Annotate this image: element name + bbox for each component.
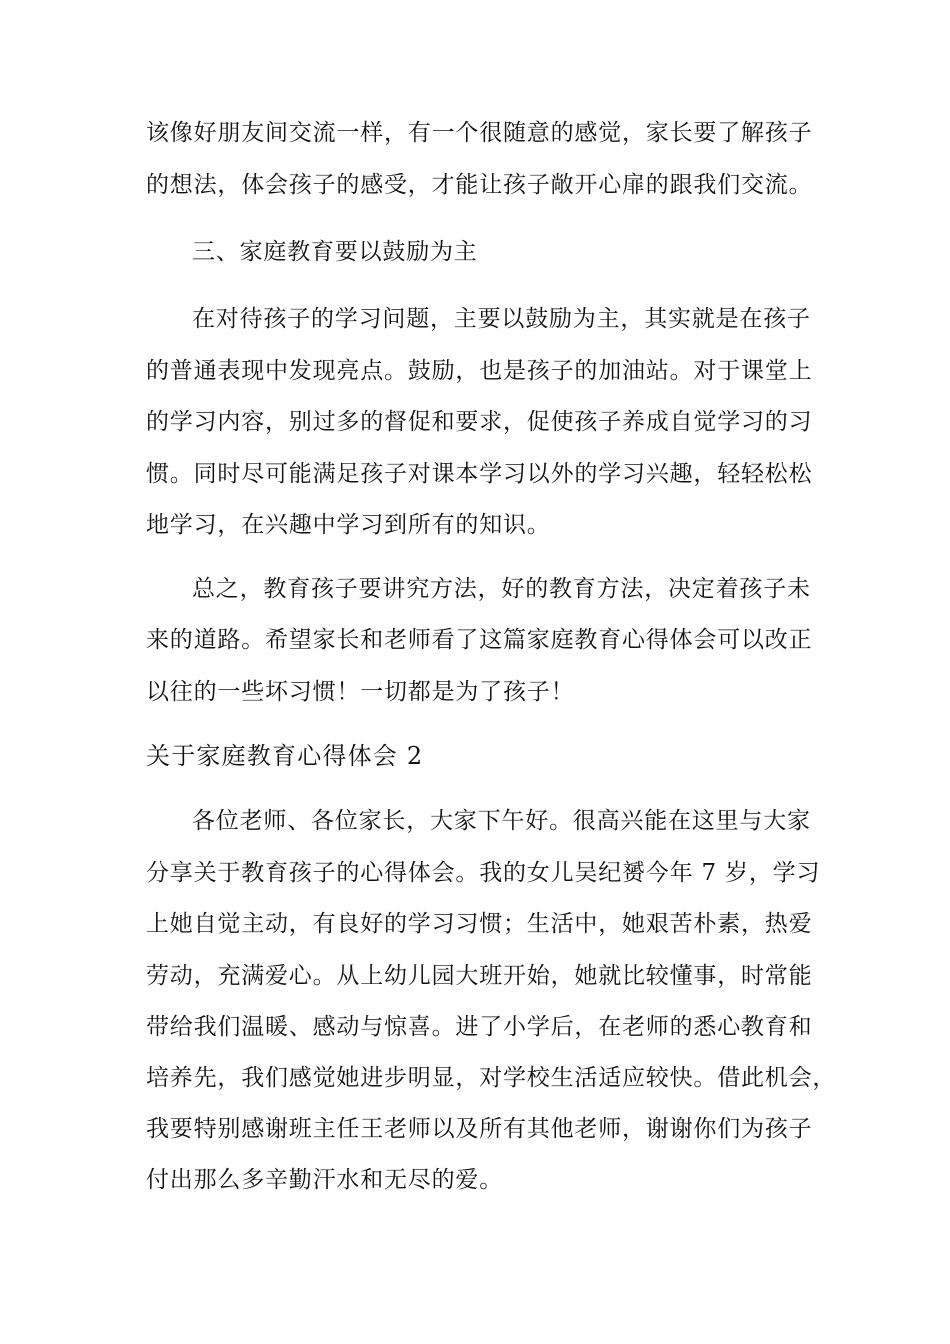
paragraph-line: 上她自觉主动，有良好的学习习惯；生活中，她艰苦朴素，热爱 bbox=[146, 911, 813, 937]
paragraph-line: 我要特别感谢班主任王老师以及所有其他老师，谢谢你们为孩子 bbox=[146, 1116, 813, 1142]
section-heading: 关于家庭教育心得体会 2 bbox=[146, 742, 424, 770]
paragraph-line: 分享关于教育孩子的心得体会。我的女儿吴纪赟今年 7 岁，学习 bbox=[146, 860, 821, 886]
paragraph-line: 来的道路。希望家长和老师看了这篇家庭教育心得体会可以改正 bbox=[146, 627, 813, 653]
paragraph-line: 总之，教育孩子要讲究方法，好的教育方法，决定着孩子未 bbox=[192, 576, 811, 602]
paragraph-line: 在对待孩子的学习问题，主要以鼓励为主，其实就是在孩子 bbox=[192, 306, 811, 332]
paragraph-line: 地学习，在兴趣中学习到所有的知识。 bbox=[146, 512, 551, 538]
paragraph-line: 劳动，充满爱心。从上幼儿园大班开始，她就比较懂事，时常能 bbox=[146, 963, 813, 989]
paragraph-line: 该像好朋友间交流一样，有一个很随意的感觉，家长要了解孩子 bbox=[146, 120, 813, 146]
subheading-encourage: 三、家庭教育要以鼓励为主 bbox=[192, 239, 478, 265]
paragraph-line: 的学习内容，别过多的督促和要求，促使孩子养成自觉学习的习 bbox=[146, 409, 813, 435]
paragraph-line: 培养先，我们感觉她进步明显，对学校生活适应较快。借此机会， bbox=[146, 1065, 837, 1091]
paragraph-line: 的想法，体会孩子的感受，才能让孩子敞开心扉的跟我们交流。 bbox=[146, 172, 813, 198]
paragraph-line: 惯。同时尽可能满足孩子对课本学习以外的学习兴趣，轻轻松松 bbox=[146, 461, 813, 487]
paragraph-line: 以往的一些坏习惯！一切都是为了孩子！ bbox=[146, 679, 575, 705]
paragraph-line: 付出那么多辛勤汗水和无尽的爱。 bbox=[146, 1167, 503, 1193]
paragraph-line: 带给我们温暖、感动与惊喜。进了小学后，在老师的悉心教育和 bbox=[146, 1014, 813, 1040]
paragraph-line: 各位老师、各位家长，大家下午好。很高兴能在这里与大家 bbox=[192, 808, 811, 834]
paragraph-line: 的普通表现中发现亮点。鼓励，也是孩子的加油站。对于课堂上 bbox=[146, 358, 813, 384]
